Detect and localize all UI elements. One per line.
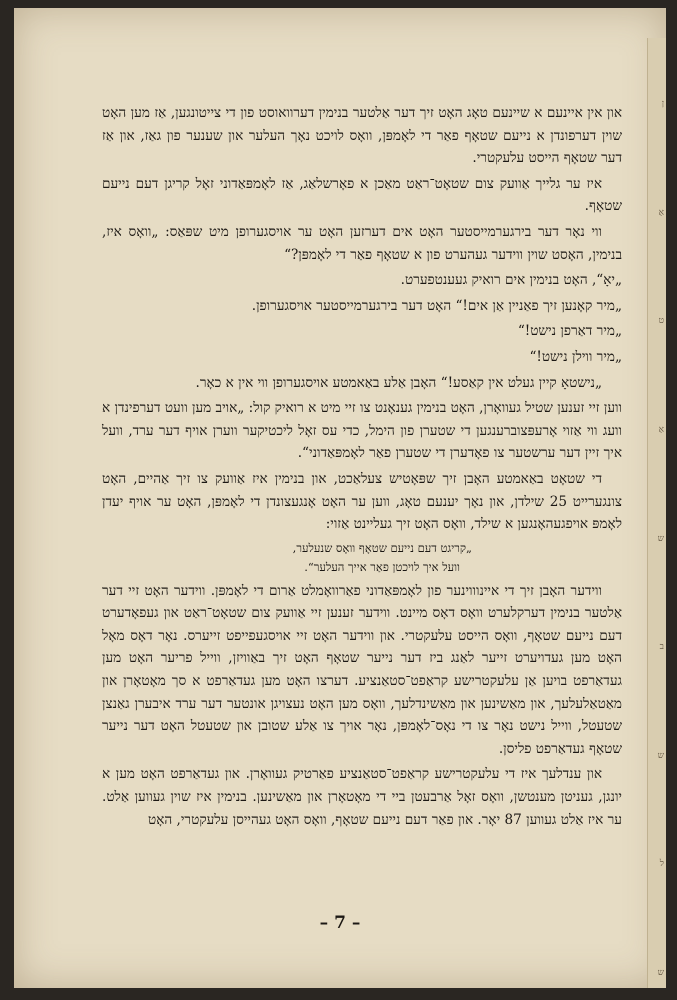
bleed-fragment: ש (657, 533, 664, 544)
verse-line: וועל איך לויכטן פאַר אייך העלער“. (304, 559, 460, 574)
book-page (14, 8, 666, 988)
body-text (102, 102, 622, 834)
dialog-line: „מיר קאָנען זיך פאַניין אַן אים!“ האָט דער בירגערמייסטער אויסגערופן. (251, 297, 622, 314)
sign-verse (102, 539, 622, 577)
bleed-fragment: אַ (658, 424, 664, 435)
paragraph: איז ער גלייך אַוועק צום שטאָט־ראַט מאַכן א פאָרשלאַג, אַז לאָמפּאַדוני זאָל קריגן דעם נייעם שטאָף. (102, 175, 622, 215)
paragraph: „נישטאָ קיין געלט אין קאַסע!“ האָבן אַלע באַאמטע אויסגערופן ווי אין א כאָר. (195, 374, 602, 391)
bleed-fragment: ט (658, 316, 664, 327)
verse-line: „קריגט דעם נייעם שטאָף וואָס שנעלער, (292, 540, 472, 555)
paragraph: די שטאָט באַאמטע האָבן זיך שפּאָטיש צעלאַכט, און בנימין איז אַוועק צו זיך אַהיים, האָט צונגערייט 25 שילדן, און נאָך יענעם טאָג, ווען ער האָט אָנגעצונדן די לאָמפּן, האָט ער אויף יעדן לאָמפּ אויפגעהאָנגען א שילד, וואָס האָט זיך געליינט אַזוי: (102, 470, 622, 533)
bleed-fragment: ב (659, 642, 664, 653)
bleed-fragment: ל (659, 859, 664, 870)
bleed-fragment: ש (657, 750, 664, 761)
paragraph: ווידער האָבן זיך די איינוווינער פון לאָמפּאַדוני פאַרוואָמלט אַרום די לאָמפּן. ווידער האָט זיי דער אַלטער בנימין דערקלערט וואָס דאָס מיינט. ווידער זענען זיי אַוועק צום שטאָט־ראַט און געפאָדערט דעם נייעם שטאָף, וואָס הייסט עלעקטרי. און ווידער האָט זיי אויסגעפייפט זייערס. נאָר דאָס מאָל האָט מען געדויערט זייער לאַנג ביז דער נייער שטאָף האָט זיך באַוויזן, ווייל פריער האָט מען געדאַרפט בויען אַן עלעקטרישע קראַפט־סטאַנציע. דערצו האָט מען געדאַרפט א סך מאָטאָרן און מאַטאַלעלעך, און מאַשינען און מאַשינדלעך, וואָס מען האָט נעצויגן אונטער דער ערד איבערן גאַנצן שטעטל, ווייל נישט נאָר צו די נאָס־לאָמפּן, נאָר אויך צו אַלע שטובן און שטעטל האָט דער נייער שטאָף געדאַרפט פליסן. (102, 582, 622, 757)
bleed-fragment: ש (657, 968, 664, 978)
page-number: – 7 – (319, 913, 361, 933)
adjacent-page-text-fragments (650, 98, 664, 978)
dialog-line: „מיר דאַרפן נישט!“ (517, 323, 622, 340)
adjacent-page-edge (647, 38, 666, 988)
bleed-fragment: אַ (658, 207, 664, 218)
paragraph: ווען זיי זענען שטיל געוואָרן, האָט בנימין גענאָנט צו זיי מיט א רואיק קול: „אויב מען וועט דערפינדן א וועג ווי אַזוי אָרעפּצוברענגען די שטערן פון הימל, כדי עס זאָל ליכטיקער ווערן אויף דער ערד, וועל איך זיין דער ערשטער צו פאָדערן די שטערן פאַר לאָמפּאַדוני“. (102, 400, 622, 462)
dialog-line: „יאָ“, האָט בנימין אים רואיק געענטפערט. (400, 272, 622, 289)
dialog-line: „מיר ווילן נישט!“ (529, 348, 622, 365)
paragraph: און אין איינעם א שיינעם טאָג האָט זיך דער אַלטער בנימין דערוואוסט פון די צייטונגען, אַז מען האָט שוין דערפונדן א נייעם שטאָף פאַר די לאָמפּן, וואָס לויכט נאָך העלער און שענער פון גאַז, און אַז דער שטאָף הייסט עלעקטרי. (102, 105, 622, 167)
paragraph: און ענדלעך איז די עלעקטרישע קראַפט־סטאַנציע פאַרטיק געוואָרן. און געדאַרפט האָט מען א יונגן, געניטן מענטשן, וואָס זאָל אַרבעטן ביי די מאָטאָרן און מאַשינען. בנימין איז שוין געווען אַלט. ער איז אַלט געווען 87 יאָר. און פאַר דעם נייעם שטאָף, וואָס האָט געהייסן עלעקטרי, האָט (102, 766, 622, 828)
bleed-fragment: ן (661, 99, 664, 109)
paragraph: ווי נאָר דער בירגערמייסטער האָט אים דערזען האָט ער אויסגערופן מיט שפּאַס: „וואָס איז, בנימין, האָסט שוין ווידער געהערט פון א שטאָף פאַר די לאָמפּן?“ (102, 223, 622, 263)
